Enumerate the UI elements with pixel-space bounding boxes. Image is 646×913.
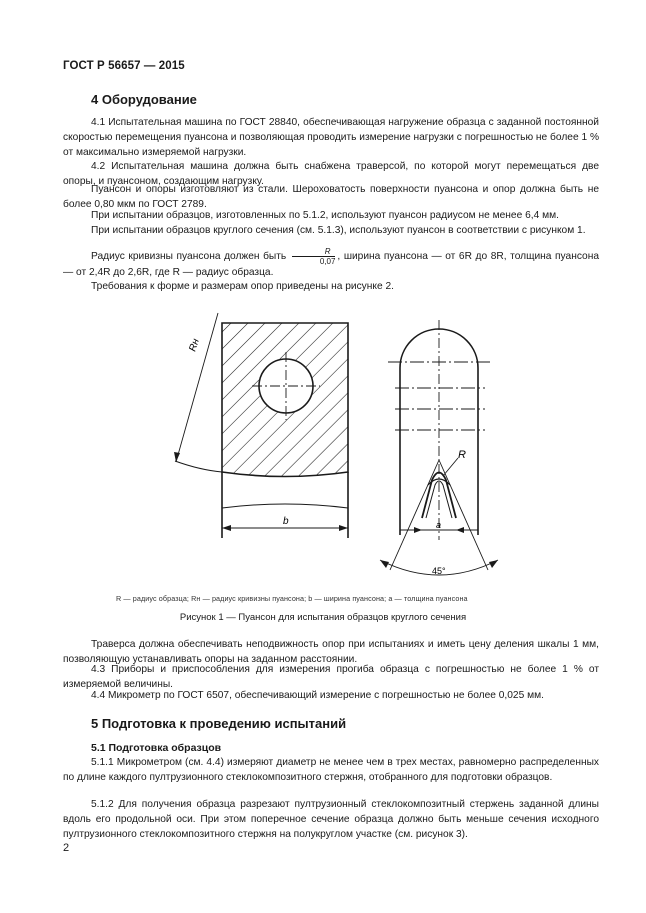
fraction-numerator: R <box>292 247 336 257</box>
subsection-5-1-title: 5.1 Подготовка образцов <box>91 742 222 754</box>
document-header: ГОСТ Р 56657 — 2015 <box>63 60 185 72</box>
figure-1-caption: Рисунок 1 — Пуансон для испытания образцов круглого сечения <box>179 612 467 623</box>
punch-side-view <box>380 320 498 575</box>
paragraph-5-1-1: 5.1.1 Микрометром (см. 4.4) измеряют диаметр не менее чем в трех местах, равномерно распределенных по длине каждого пултрузионного стеклокомпозитного стержня, отобранного для подготовки образцов. <box>63 757 599 783</box>
specimen-circle <box>259 359 313 413</box>
punch-front-view <box>174 313 348 538</box>
label-angle: 45° <box>432 566 446 576</box>
paragraph-4-4: 4.4 Микрометр по ГОСТ 6507, обеспечивающий измерение с погрешностью не более 0,025 мм. <box>91 690 544 701</box>
figure-1-drawing <box>60 290 580 590</box>
paragraph-4-3: 4.3 Приборы и приспособления для измерения прогиба образца с погрешностью не более 1 % от измеряемой величины. <box>63 664 599 690</box>
fraction-denominator: 0,07 <box>319 257 336 266</box>
paragraph-traverse: Траверса должна обеспечивать неподвижность опор при испытаниях и иметь цену деления шкалы 1 мм, позволяющую устанавливать опоры на заданном расстоянии. <box>63 639 599 665</box>
label-a: a <box>436 520 442 530</box>
section-4-title: 4 Оборудование <box>91 92 197 107</box>
radius-fraction <box>292 247 336 266</box>
paragraph-material: Пуансон и опоры изготовляют из стали. Шероховатость поверхности пуансона и опор должна быть не более 0,80 мкм по ГОСТ 2789. <box>63 184 599 210</box>
page-number: 2 <box>63 842 70 854</box>
section-5-title: 5 Подготовка к проведению испытаний <box>91 716 347 731</box>
label-b: b <box>283 516 289 527</box>
paragraph-4-1: 4.1 Испытательная машина по ГОСТ 28840, обеспечивающая нагружение образца с заданной постоянной скоростью перемещения пуансона и позволяющая проводить измерение нагрузки с погрешностью не более 1 % от максимально измеряемой нагрузки. <box>63 117 599 158</box>
radius-text-start: Радиус кривизны пуансона должен быть <box>91 251 287 263</box>
figure-1-legend: R — радиус образца; Rн — радиус кривизны пуансона; b — ширина пуансона; a — толщина пуансона <box>116 594 468 603</box>
paragraph-supports: Требования к форме и размерам опор приведены на рисунке 2. <box>91 281 394 292</box>
paragraph-radius <box>63 247 599 281</box>
label-rn: Rн <box>187 337 202 353</box>
paragraph-4-2: 4.2 Испытательная машина должна быть снабжена траверсой, по которой могут перемещаться две опоры, и пуансоном, создающим нагрузку. <box>63 161 599 187</box>
label-r: R <box>458 449 466 461</box>
paragraph-rect-specimens: При испытании образцов, изготовленных по 5.1.2, используют пуансон радиусом не менее 6,4 мм. <box>91 210 559 221</box>
paragraph-5-1-2: 5.1.2 Для получения образца разрезают пултрузионный стеклокомпозитный стержень заданной длины вдоль его продольной оси. При этом поперечное сечение образца должно быть меньше сечения исходного пултрузионного стеклокомпозитного стержня на полукруглом участке (см. рисунок 3). <box>63 799 599 840</box>
radius-text-end: , ширина пуансона — от 6R до 8R, толщина пуансона — от 2,4R до 2,6R, где R — радиус образца. <box>63 251 599 278</box>
paragraph-round-specimens: При испытании образцов круглого сечения (см. 5.1.3), используют пуансон в соответствии с рисунком 1. <box>91 225 586 236</box>
